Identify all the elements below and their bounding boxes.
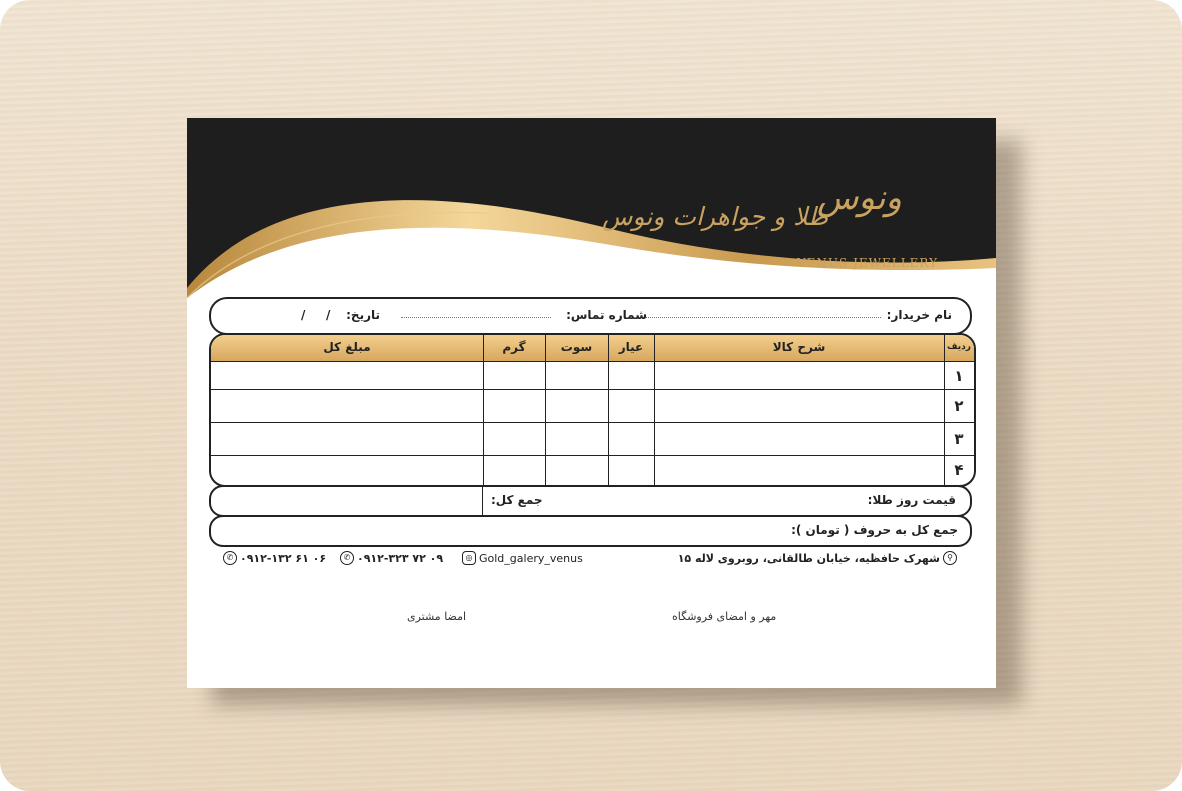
phone-1-text: ۰۹۱۲-۳۲۳ ۷۲ ۰۹ [357, 551, 444, 565]
sum-words-label: جمع کل به حروف ( تومان ): [791, 523, 958, 537]
totals-divider [482, 487, 483, 515]
date-separator-1: / [326, 308, 331, 322]
sum-words-row [209, 515, 972, 547]
buyer-field[interactable] [641, 317, 881, 318]
row-number: ۴ [954, 461, 964, 479]
brand-logo-mark: ونوس [817, 178, 902, 218]
phone-icon: ✆ [223, 551, 237, 565]
header-gram: گرم [502, 340, 526, 354]
items-table [209, 333, 976, 487]
row-divider [211, 422, 974, 423]
row-divider [211, 455, 974, 456]
invoice-card [187, 118, 996, 688]
phone-field[interactable] [401, 317, 551, 318]
col-divider [654, 335, 655, 485]
customer-signature-label: امضا مشتری [407, 610, 467, 623]
brand-name-en: VENUS JEWELLERY [797, 256, 939, 270]
date-label: تاریخ: [346, 308, 380, 322]
row-number: ۳ [954, 430, 964, 448]
address-text: شهرک حافظیه، خیابان طالقانی، روبروی لاله ۱۵ [677, 551, 940, 565]
brand-name-fa: طلا و جواهرات ونوس [602, 202, 828, 231]
shop-signature-label: مهر و امضای فروشگاه [672, 610, 777, 623]
header-row: ردیف [947, 342, 971, 352]
sum-label: جمع کل: [491, 493, 543, 507]
phone-item-2 [220, 551, 326, 565]
instagram-icon: ◎ [462, 551, 476, 565]
buyer-info-row [209, 297, 972, 335]
address-item [678, 551, 960, 565]
instagram-item [459, 551, 583, 565]
gold-price-label: قیمت روز طلا: [867, 493, 956, 507]
header-total: مبلغ کل [323, 340, 371, 354]
header-description: شرح کالا [772, 340, 826, 354]
header-karat: عیار [618, 340, 644, 354]
buyer-label: نام خریدار: [886, 308, 952, 322]
phone-icon: ✆ [340, 551, 354, 565]
header-sot: سوت [560, 340, 593, 354]
row-number: ۱ [954, 367, 964, 385]
instagram-text: Gold_galery_venus [479, 551, 583, 565]
col-divider [483, 335, 484, 485]
location-pin-icon: ⚲ [943, 551, 957, 565]
col-divider [545, 335, 546, 485]
row-divider [211, 389, 974, 390]
col-divider [608, 335, 609, 485]
row-number: ۲ [954, 397, 964, 415]
phone-label: شماره تماس: [566, 308, 647, 322]
phone-item-1 [337, 551, 443, 565]
totals-row [209, 485, 972, 517]
phone-2-text: ۰۹۱۲-۱۳۲ ۶۱ ۰۶ [240, 551, 327, 565]
date-separator-2: / [301, 308, 306, 322]
